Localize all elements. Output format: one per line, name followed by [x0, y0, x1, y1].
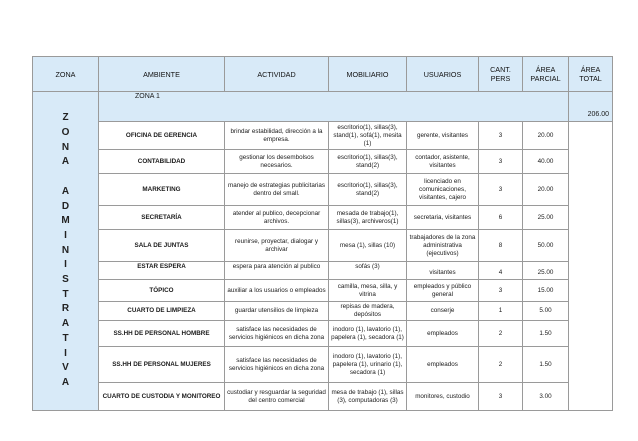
zone-letter: S	[62, 274, 69, 286]
row-cant-pers: 3	[479, 174, 523, 206]
row-actividad: espera para atención al publico	[225, 262, 329, 280]
row-usuarios: visitantes	[407, 262, 479, 280]
zone-letter: V	[62, 362, 69, 374]
table-row	[33, 230, 613, 262]
row-ambiente: OFICINA DE GERENCIA	[99, 122, 225, 150]
row-area-parcial: 40.00	[523, 150, 569, 174]
table-row	[33, 174, 613, 206]
program-table-wrapper	[32, 56, 613, 411]
table-row	[33, 122, 613, 150]
row-cant-pers: 2	[479, 321, 523, 347]
zone-letter: T	[62, 288, 69, 300]
zone-letter: M	[61, 215, 70, 227]
row-cant-pers: 4	[479, 262, 523, 280]
row-actividad: brindar estabilidad, dirección a la empresa.	[225, 122, 329, 150]
row-area-parcial: 3.00	[523, 383, 569, 411]
zone-letter: I	[64, 259, 67, 271]
zone-letter: T	[62, 332, 69, 344]
row-usuarios: contador, asistente, visitantes	[407, 150, 479, 174]
table-row	[33, 262, 613, 280]
row-area-parcial: 25.00	[523, 206, 569, 230]
zone-letter: N	[61, 141, 70, 153]
table-row	[33, 302, 613, 321]
zone-letter: D	[61, 200, 70, 212]
row-usuarios: empleados y público general	[407, 280, 479, 302]
row-mobiliario: escritorio(1), sillas(3), stand(1), sofá(1), mesita (1)	[329, 122, 407, 150]
row-actividad: gestionar los desembolsos necesarios.	[225, 150, 329, 174]
table-row	[33, 347, 613, 383]
row-area-parcial: 20.00	[523, 122, 569, 150]
zone-1-label: ZONA 1	[99, 92, 569, 122]
row-area-parcial: 1.50	[523, 321, 569, 347]
zone-letter: A	[61, 318, 70, 330]
header-ambiente: AMBIENTE	[99, 57, 225, 92]
row-ambiente: TÓPICO	[99, 280, 225, 302]
zone-letter: N	[61, 244, 70, 256]
row-area-parcial: 50.00	[523, 230, 569, 262]
zone-letter: A	[61, 376, 70, 388]
row-cant-pers: 2	[479, 347, 523, 383]
row-ambiente: SS.HH DE PERSONAL HOMBRE	[99, 321, 225, 347]
row-usuarios: monitores, custodio	[407, 383, 479, 411]
row-usuarios: trabajadores de la zona administrativa (ejecutivos)	[407, 230, 479, 262]
row-cant-pers: 8	[479, 230, 523, 262]
row-usuarios: gerente, visitantes	[407, 122, 479, 150]
row-usuarios: empleados	[407, 321, 479, 347]
row-actividad: atender al publico, decepcionar archivos.	[225, 206, 329, 230]
header-cant-pers: CANT. PERS	[479, 57, 523, 92]
zone-area-total: 206.00	[569, 92, 613, 122]
row-mobiliario: inodoro (1), lavatorio (1), papelera (1), secadora (1)	[329, 321, 407, 347]
row-mobiliario: sofás (3)	[329, 262, 407, 280]
row-actividad: auxiliar a los usuarios o empleados	[225, 280, 329, 302]
zone-letter: O	[61, 127, 70, 139]
row-ambiente: SECRETARÍA	[99, 206, 225, 230]
table-row	[33, 280, 613, 302]
zone-letter	[35, 170, 96, 185]
row-ambiente: CUARTO DE LIMPIEZA	[99, 302, 225, 321]
row-cant-pers: 3	[479, 122, 523, 150]
header-area-total: ÁREA TOTAL	[569, 57, 613, 92]
row-actividad: custodiar y resguardar la seguridad del centro comercial	[225, 383, 329, 411]
header-actividad: ACTIVIDAD	[225, 57, 329, 92]
header-usuarios: USUARIOS	[407, 57, 479, 92]
zone-1-row	[33, 92, 613, 122]
row-area-parcial: 5.00	[523, 302, 569, 321]
row-mobiliario: mesa (1), sillas (10)	[329, 230, 407, 262]
row-mobiliario: mesa de trabajo (1), sillas (3), computadoras (3)	[329, 383, 407, 411]
row-ambiente: CONTABILIDAD	[99, 150, 225, 174]
row-mobiliario: camilla, mesa, silla, y vitrina	[329, 280, 407, 302]
header-mobiliario: MOBILIARIO	[329, 57, 407, 92]
program-table	[32, 56, 613, 411]
row-cant-pers: 6	[479, 206, 523, 230]
zone-letter: Z	[62, 112, 69, 124]
header-row	[33, 57, 613, 92]
header-zona: ZONA	[33, 57, 99, 92]
row-mobiliario: escritorio(1), sillas(3), stand(2)	[329, 150, 407, 174]
row-actividad: guardar utensilios de limpieza	[225, 302, 329, 321]
row-ambiente: ESTAR ESPERA	[99, 262, 225, 280]
zone-vertical-label	[33, 92, 99, 411]
row-cant-pers: 1	[479, 302, 523, 321]
row-actividad: satisface las necesidades de servicios higiénicos en dicha zona	[225, 321, 329, 347]
row-mobiliario: inodoro (1), lavatorio (1), papelera (1), urinario (1), secadora (1)	[329, 347, 407, 383]
table-row	[33, 206, 613, 230]
row-mobiliario: escritorio(1), sillas(3), stand(2)	[329, 174, 407, 206]
row-area-parcial: 25.00	[523, 262, 569, 280]
row-ambiente: SS.HH DE PERSONAL MUJERES	[99, 347, 225, 383]
row-area-parcial: 20.00	[523, 174, 569, 206]
row-usuarios: secretaria, visitantes	[407, 206, 479, 230]
table-row	[33, 321, 613, 347]
row-ambiente: MARKETING	[99, 174, 225, 206]
header-area-parcial: ÁREA PARCIAL	[523, 57, 569, 92]
row-usuarios: conserje	[407, 302, 479, 321]
row-cant-pers: 3	[479, 383, 523, 411]
row-cant-pers: 3	[479, 280, 523, 302]
zone-letter: R	[61, 303, 70, 315]
zone-letter: I	[64, 347, 67, 359]
row-mobiliario: repisas de madera, depósitos	[329, 302, 407, 321]
row-actividad: reunirse, proyectar, dialogar y archivar	[225, 230, 329, 262]
table-row	[33, 383, 613, 411]
row-ambiente: CUARTO DE CUSTODIA Y MONITOREO	[99, 383, 225, 411]
row-mobiliario: mesada de trabajo(1), sillas(3), archiveros(1)	[329, 206, 407, 230]
zone-letter: I	[64, 229, 67, 241]
table-row	[33, 150, 613, 174]
area-total-spacer	[569, 122, 613, 411]
zone-letter: A	[61, 185, 70, 197]
row-area-parcial: 1.50	[523, 347, 569, 383]
zone-letter: A	[61, 156, 70, 168]
row-actividad: satisface las necesidades de servicios higiénicos en dicha zona	[225, 347, 329, 383]
row-actividad: manejo de estrategias publicitarias dentro del small.	[225, 174, 329, 206]
row-usuarios: empleados	[407, 347, 479, 383]
row-usuarios: licenciado en comunicaciones, visitantes, cajero	[407, 174, 479, 206]
row-area-parcial: 15.00	[523, 280, 569, 302]
row-ambiente: SALA DE JUNTAS	[99, 230, 225, 262]
row-cant-pers: 3	[479, 150, 523, 174]
